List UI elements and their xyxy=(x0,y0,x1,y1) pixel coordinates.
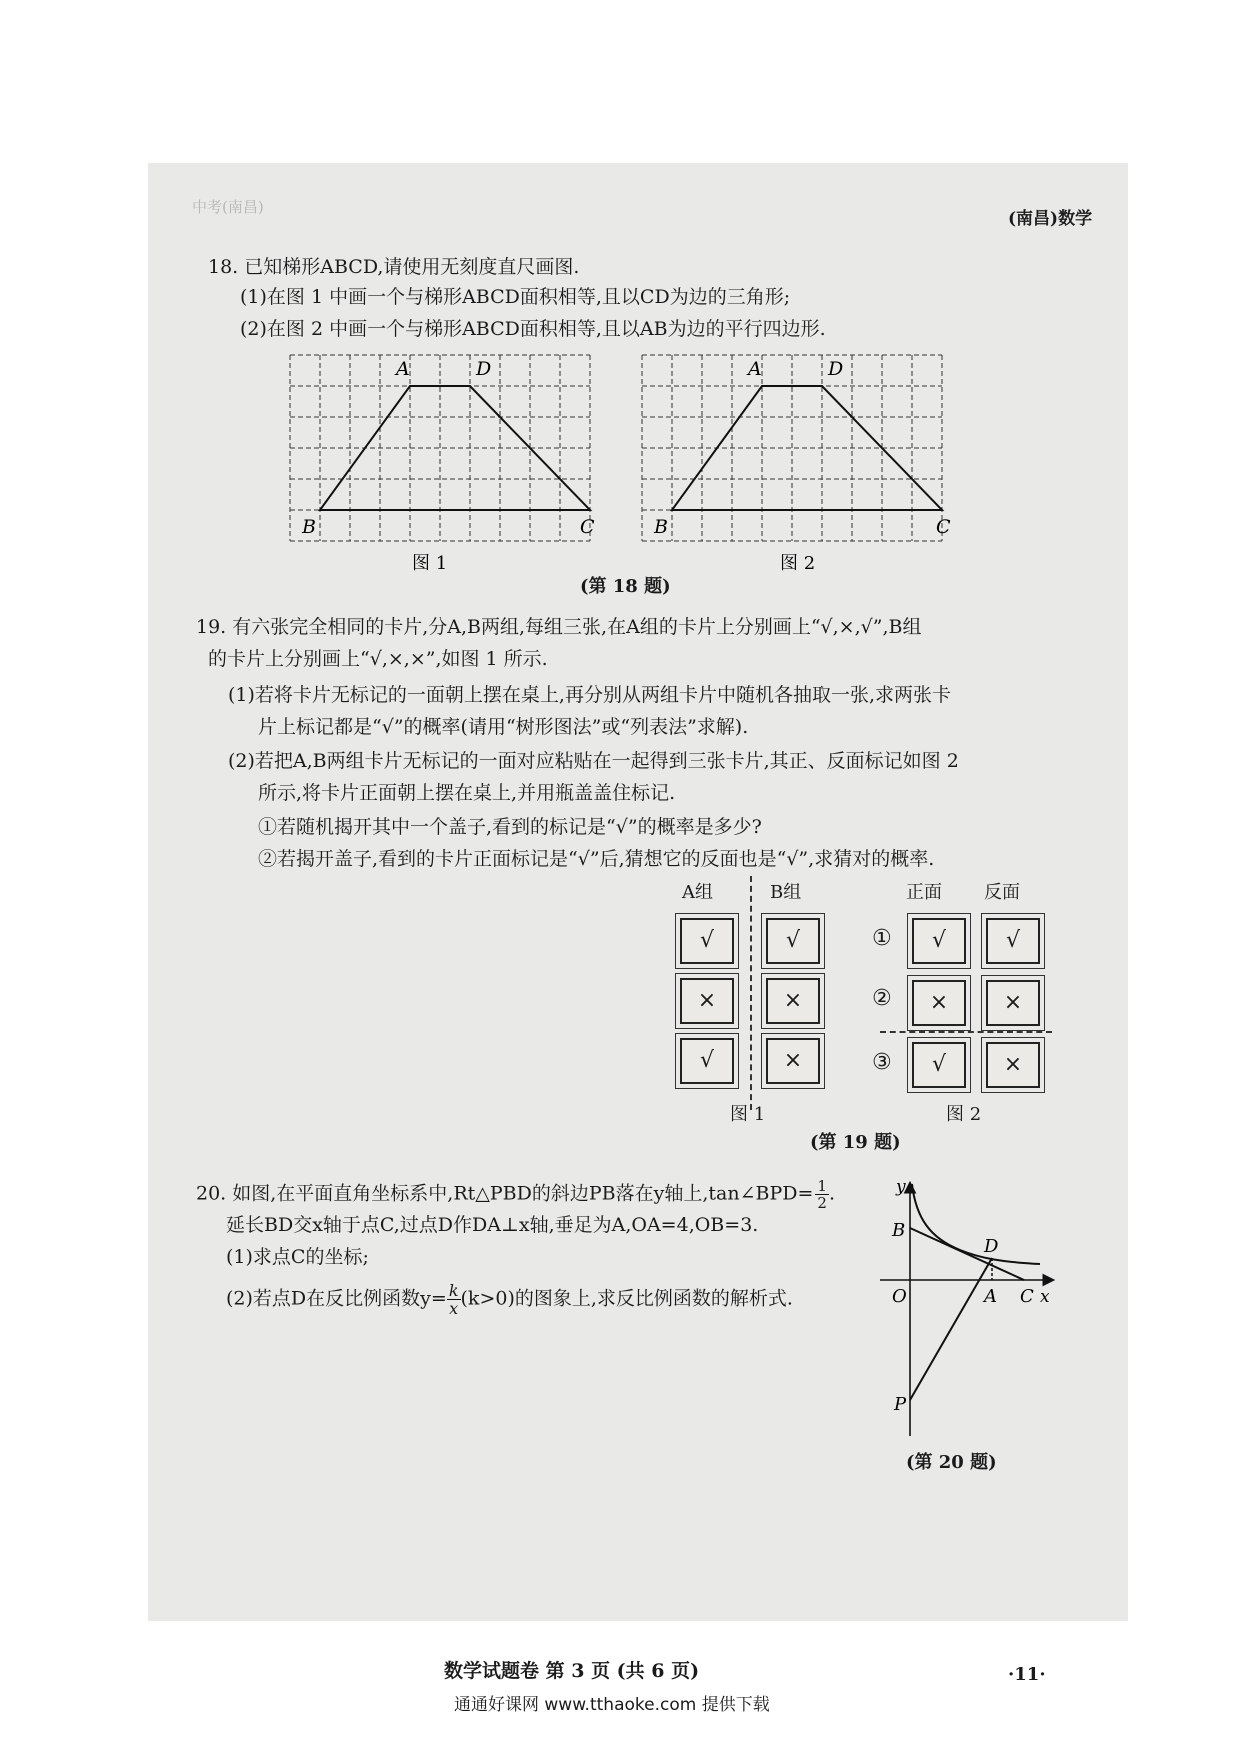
footer-page-number: ·11· xyxy=(1008,1664,1046,1685)
q20-k: k xyxy=(448,1281,459,1300)
q19-row-2-front: × xyxy=(912,980,966,1026)
q19-group-b-label: B组 xyxy=(770,882,802,903)
q18-caption: (第 18 题) xyxy=(580,576,671,597)
q19-line-1: 19. 有六张完全相同的卡片,分A,B两组,每组三张,在A组的卡片上分别画上“√,×,√”,B组 xyxy=(196,616,922,638)
q19-line-8: ②若揭开盖子,看到的卡片正面标记是“√”后,猜想它的反面也是“√”,求猜对的概率. xyxy=(258,848,935,870)
q18-line-3: (2)在图 2 中画一个与梯形ABCD面积相等,且以AB为边的平行四边形. xyxy=(240,318,826,340)
q19-line-4: 片上标记都是“√”的概率(请用“树形图法”或“列表法”求解). xyxy=(258,716,749,738)
q19-line-5: (2)若把A,B两组卡片无标记的一面对应粘贴在一起得到三张卡片,其正、反面标记如图 2 xyxy=(228,750,959,772)
q20-x: x xyxy=(449,1299,459,1318)
q18-f2-label-c: C xyxy=(936,516,951,538)
q20-line-4a: (2)若点D在反比例函数y= xyxy=(226,1287,447,1310)
q19-row-3-front: √ xyxy=(912,1042,966,1088)
q20-k-over-x xyxy=(447,1282,461,1317)
q18-f1-label-d: D xyxy=(476,358,492,380)
q19-row-1-num: ① xyxy=(872,926,892,951)
q19-a-card-1: √ xyxy=(680,918,734,964)
q19-b-card-2: × xyxy=(766,978,820,1024)
q20-label-b: B xyxy=(892,1220,906,1241)
header-left: 中考(南昌) xyxy=(192,198,264,216)
q19-row-2-back: × xyxy=(986,980,1040,1026)
q20-label-p: P xyxy=(894,1394,907,1415)
q18-f2-label-b: B xyxy=(654,516,668,538)
q19-line-7: ①若随机揭开其中一个盖子,看到的标记是“√”的概率是多少? xyxy=(258,816,762,838)
q20-line-4b: (k>0)的图象上,求反比例函数的解析式. xyxy=(460,1287,793,1310)
q18-f1-label-a: A xyxy=(396,358,410,380)
q19-row-3-num: ③ xyxy=(872,1050,892,1075)
website-banner: 通通好课网 www.tthaoke.com 提供下载 xyxy=(454,1695,770,1715)
q19-a-card-2: × xyxy=(680,978,734,1024)
q19-group-a-label: A组 xyxy=(682,882,713,903)
q20-figure xyxy=(870,1178,1060,1436)
q19-b-card-3: × xyxy=(766,1038,820,1084)
q18-line-2: (1)在图 1 中画一个与梯形ABCD面积相等,且以CD为边的三角形; xyxy=(240,286,791,308)
q19-row-1-back: √ xyxy=(986,918,1040,964)
q19-fig2-caption: 图 2 xyxy=(946,1104,982,1125)
q20-line-1: 20. 如图,在平面直角坐标系中,Rt△PBD的斜边PB落在y轴上,tan∠BPD= $\frac{1}{2}$ . xyxy=(196,1177,836,1212)
q20-line-2: 延长BD交x轴于点C,过点D作DA⊥x轴,垂足为A,OA=4,OB=3. xyxy=(226,1214,759,1236)
q19-fig1-caption: 图 1 xyxy=(730,1104,766,1125)
q19-row-1-front: √ xyxy=(912,918,966,964)
q19-back-label: 反面 xyxy=(984,882,1020,903)
q20-label-c: C xyxy=(1020,1286,1034,1307)
q19-a-card-3: √ xyxy=(680,1038,734,1084)
q18-f2-label-a: A xyxy=(748,358,762,380)
q20-caption: (第 20 题) xyxy=(906,1452,997,1473)
q18-fig2-caption: 图 2 xyxy=(780,553,816,574)
q20-label-x: x xyxy=(1040,1287,1050,1307)
q20-frac-num: 1 xyxy=(817,1177,827,1195)
q20-label-d: D xyxy=(984,1236,999,1257)
q20-label-a: A xyxy=(984,1286,997,1307)
q19-line-6: 所示,将卡片正面朝上摆在桌上,并用瓶盖盖住标记. xyxy=(258,782,676,804)
q18-f1-label-b: B xyxy=(302,516,316,538)
q19-line-3: (1)若将卡片无标记的一面朝上摆在桌上,再分别从两组卡片中随机各抽取一张,求两张卡 xyxy=(228,684,951,706)
q20-frac-den: 2 xyxy=(817,1194,827,1212)
q19-row-3-back: × xyxy=(986,1042,1040,1088)
q19-row-2-num: ② xyxy=(872,986,892,1011)
q19-caption: (第 19 题) xyxy=(810,1132,901,1153)
q20-line-1-text: 20. 如图,在平面直角坐标系中,Rt△PBD的斜边PB落在y轴上,tan∠BPD= xyxy=(196,1182,814,1205)
q19-b-card-1: √ xyxy=(766,918,820,964)
q20-line-4 xyxy=(226,1282,793,1317)
q19-line-2: 的卡片上分别画上“√,×,×”,如图 1 所示. xyxy=(208,648,548,670)
q18-fig1-caption: 图 1 xyxy=(412,553,448,574)
q20-label-y: y xyxy=(896,1178,906,1197)
footer-title: 数学试题卷 第 3 页 (共 6 页) xyxy=(444,1660,700,1682)
q18-f2-label-d: D xyxy=(828,358,844,380)
q18-figure-1 xyxy=(280,345,600,583)
q20-line-3: (1)求点C的坐标; xyxy=(226,1246,369,1268)
header-right: (南昌)数学 xyxy=(1008,209,1093,229)
q18-line-1: 18. 已知梯形ABCD,请使用无刻度直尺画图. xyxy=(208,256,580,278)
q19-front-label: 正面 xyxy=(906,882,942,903)
q20-tan-fraction xyxy=(815,1178,829,1211)
q18-f1-label-c: C xyxy=(580,516,595,538)
q19-fold-line xyxy=(880,1031,1052,1033)
q18-figure-2 xyxy=(632,345,962,583)
q20-label-o: O xyxy=(892,1286,907,1307)
q19-group-divider xyxy=(750,876,752,1110)
